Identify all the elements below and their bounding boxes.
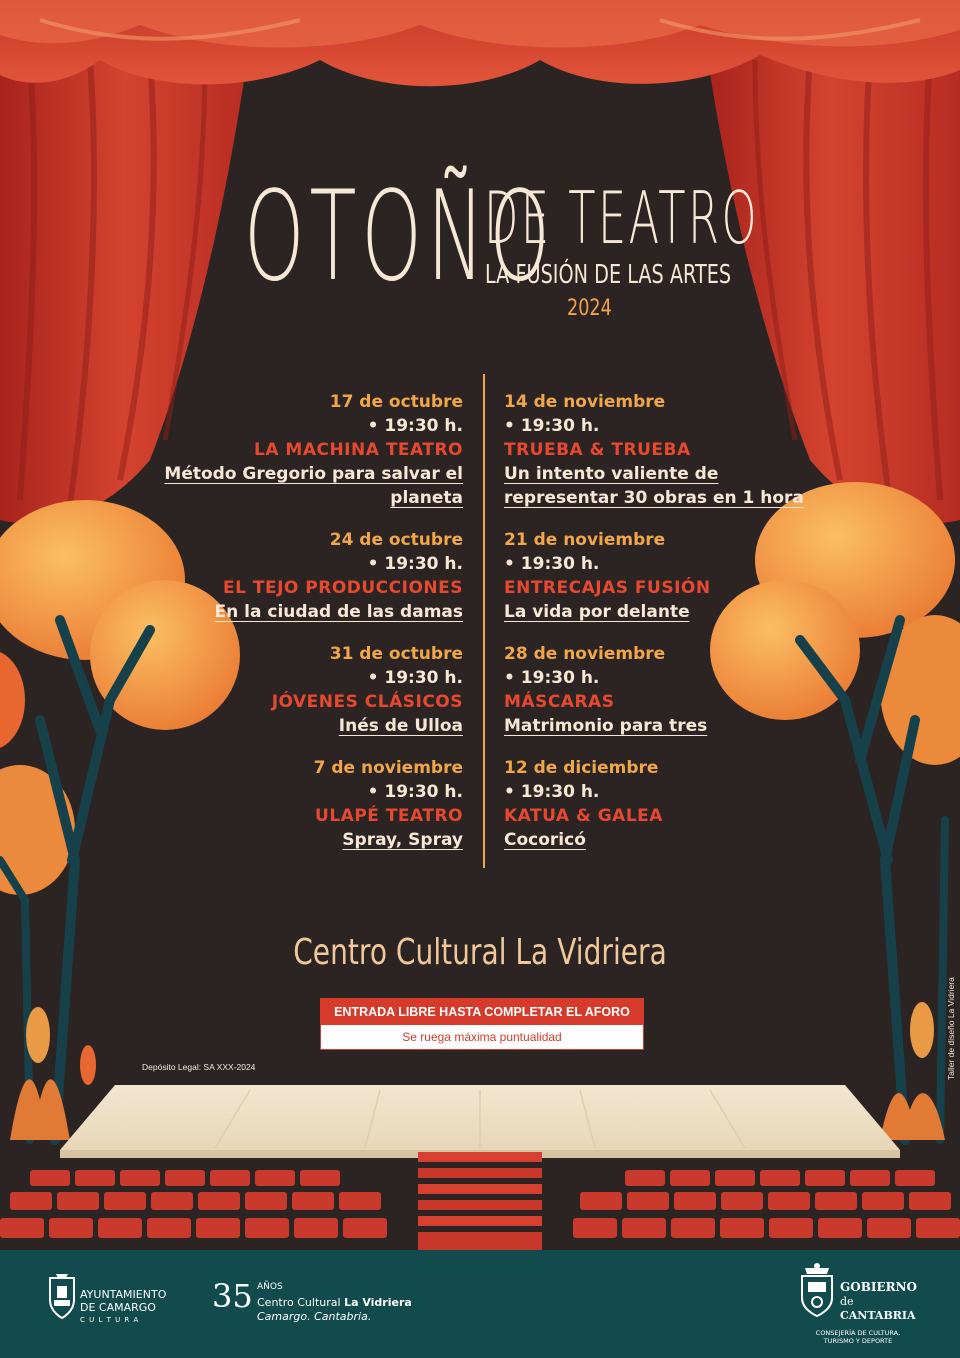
event-company: EL TEJO PRODUCCIONES — [223, 578, 463, 598]
stage-floor — [60, 1085, 900, 1158]
gob-line2: de — [840, 1295, 854, 1308]
title-de-teatro: DE TEATRO — [484, 176, 760, 260]
event — [504, 756, 834, 852]
event — [103, 528, 463, 624]
event-time: • 19:30 h. — [504, 554, 600, 574]
gob-line1: GOBIERNO — [840, 1280, 917, 1294]
event-company: MÁSCARAS — [504, 692, 615, 712]
event-play: Cocoricó — [504, 830, 586, 850]
event-date: 28 de noviembre — [504, 644, 666, 664]
entry-notice — [320, 998, 644, 1050]
program-left-column — [103, 390, 463, 870]
event — [103, 642, 463, 738]
footer — [0, 1250, 960, 1358]
legal-deposit: Depósito Legal: SA XXX-2024 — [142, 1062, 256, 1072]
anniv-line1 — [257, 1296, 412, 1309]
event-company: ULAPÉ TEATRO — [315, 806, 463, 826]
event — [504, 642, 834, 738]
cantabria-shield-icon — [797, 1262, 837, 1322]
event-date: 24 de octubre — [329, 530, 463, 550]
camargo-shield-icon — [44, 1270, 80, 1322]
event-time: • 19:30 h. — [504, 416, 600, 436]
event-company: ENTRECAJAS FUSIÓN — [504, 578, 711, 598]
event-play: Un intento valiente de representar 30 obras en 1 hora — [504, 464, 804, 508]
event-time: • 19:30 h. — [367, 668, 463, 688]
ayto-line3: C U L T U R A — [80, 1316, 140, 1324]
event-date: 31 de octubre — [329, 644, 463, 664]
ayto-line2: DE CAMARGO — [80, 1301, 156, 1314]
event — [504, 390, 834, 510]
gob-line3: CANTABRIA — [840, 1309, 916, 1322]
event — [103, 390, 463, 510]
anniv-label: AÑOS — [257, 1282, 283, 1292]
year: 2024 — [567, 296, 612, 321]
anniv-line1-b: La Vidriera — [344, 1296, 412, 1309]
event-time: • 19:30 h. — [367, 782, 463, 802]
event-time: • 19:30 h. — [367, 554, 463, 574]
event-company: JÓVENES CLÁSICOS — [271, 692, 463, 712]
anniv-line2: Camargo. Cantabria. — [257, 1310, 372, 1323]
program-right-column — [504, 390, 834, 870]
event — [103, 756, 463, 852]
subtitle: LA FUSIÓN DE LAS ARTES — [485, 260, 732, 290]
event-play: Método Gregorio para salvar el planeta — [164, 464, 463, 508]
top-valance — [0, 0, 960, 86]
event-play: Spray, Spray — [342, 830, 463, 850]
event-play: En la ciudad de las damas — [214, 602, 463, 622]
event-date: 12 de diciembre — [504, 758, 659, 778]
event-date: 7 de noviembre — [313, 758, 463, 778]
anniv-line1-a: Centro Cultural — [257, 1296, 345, 1309]
event-time: • 19:30 h. — [504, 782, 600, 802]
venue-name: Centro Cultural La Vidriera — [293, 932, 667, 973]
event-date: 14 de noviembre — [504, 392, 666, 412]
event-time: • 19:30 h. — [367, 416, 463, 436]
event-company: KATUA & GALEA — [504, 806, 663, 826]
ayto-line1: AYUNTAMIENTO — [80, 1288, 167, 1301]
event-play: La vida por delante — [504, 602, 690, 622]
event-play: Matrimonio para tres — [504, 716, 708, 736]
entry-sub-text: Se ruega máxima puntualidad — [402, 1030, 562, 1044]
event-company: TRUEBA & TRUEBA — [504, 440, 691, 460]
event-play: Inés de Ulloa — [338, 716, 463, 736]
event-date: 21 de noviembre — [504, 530, 666, 550]
gob-sub1: CONSEJERÍA DE CULTURA, — [815, 1329, 901, 1337]
entry-main-text: ENTRADA LIBRE HASTA COMPLETAR EL AFORO — [321, 999, 643, 1025]
event — [504, 528, 834, 624]
gob-sub2: TURISMO Y DEPORTE — [823, 1337, 893, 1345]
design-credit: Taller de diseño La Vidriera — [946, 977, 956, 1080]
column-divider — [483, 374, 485, 868]
event-company: LA MACHINA TEATRO — [254, 440, 463, 460]
event-date: 17 de octubre — [329, 392, 463, 412]
title-otono: OTOÑO — [244, 165, 555, 309]
event-time: • 19:30 h. — [504, 668, 600, 688]
anniv-number: 35 — [212, 1277, 253, 1315]
